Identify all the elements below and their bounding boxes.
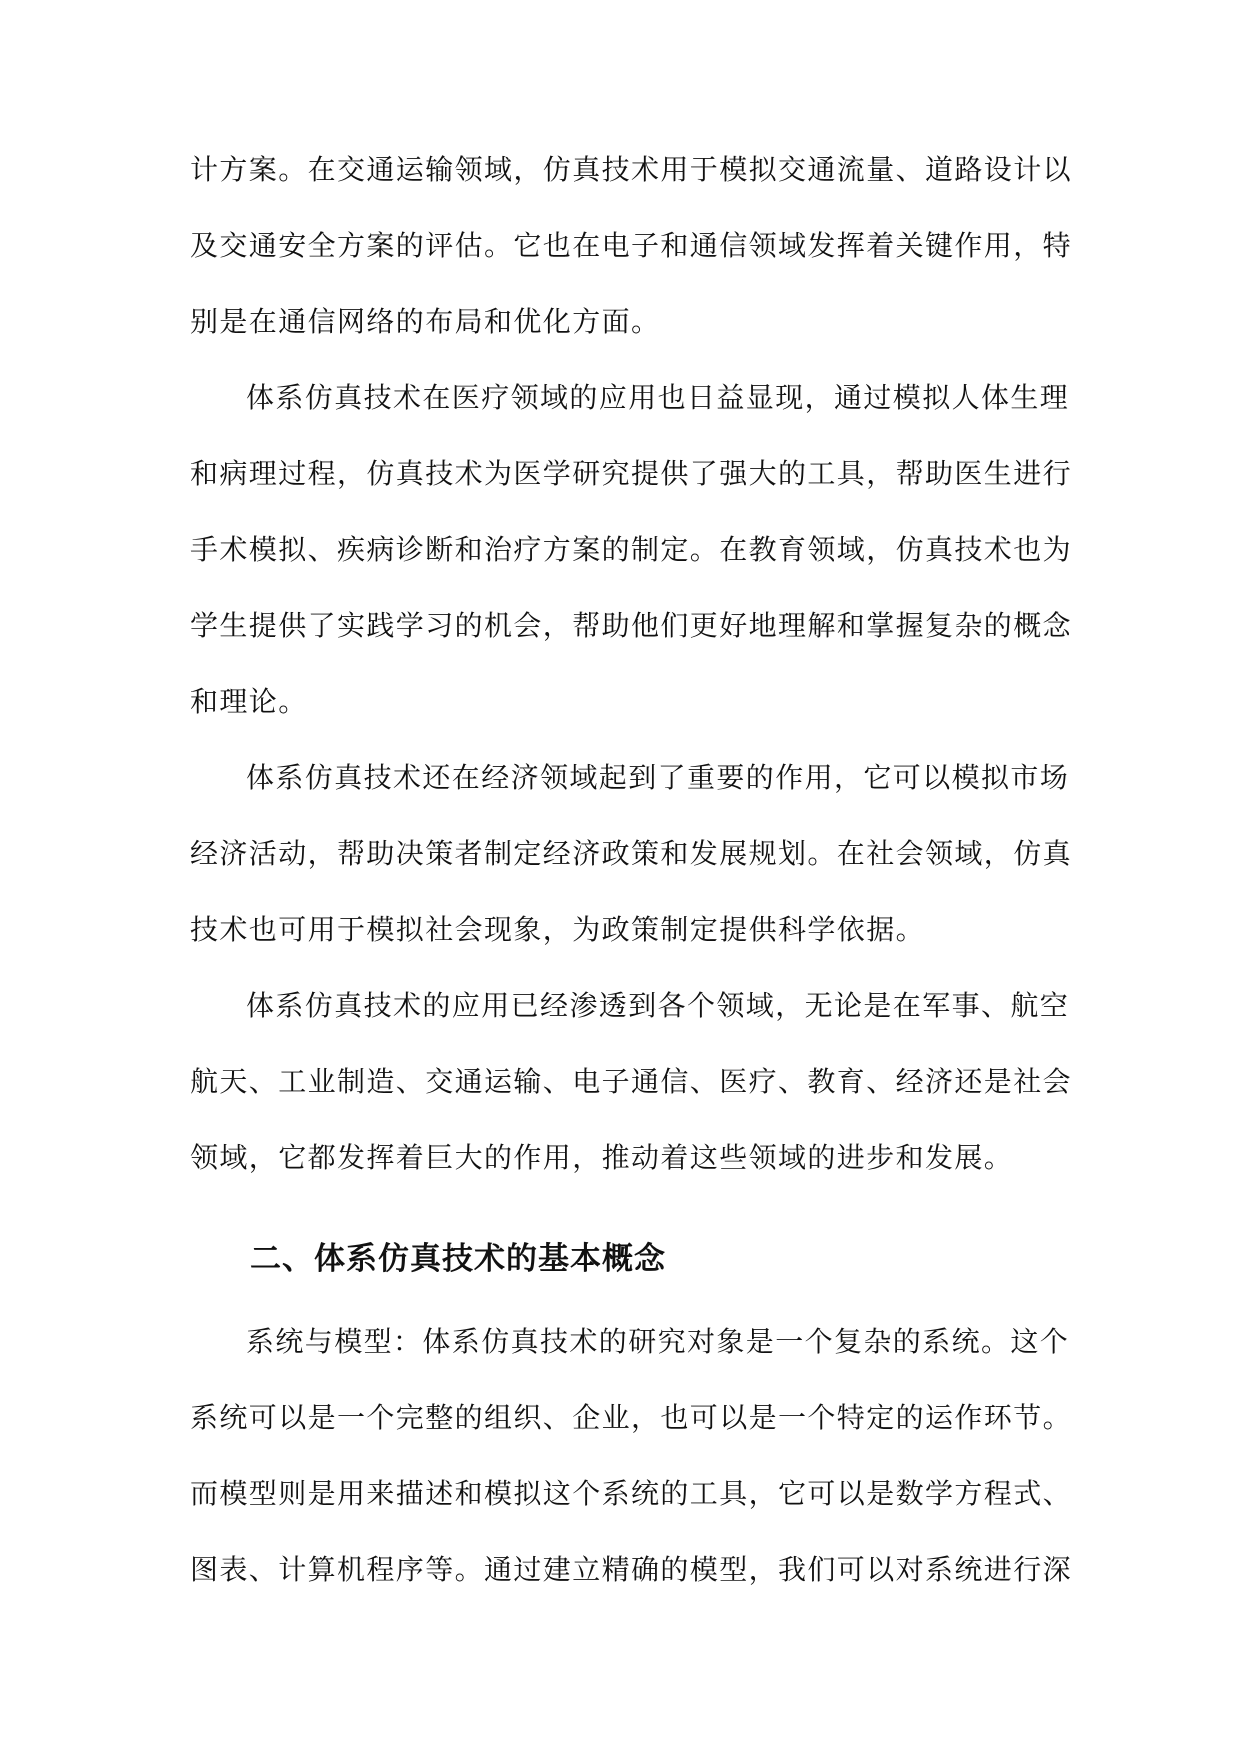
text-line: 和病理过程，仿真技术为医学研究提供了强大的工具，帮助医生进行 xyxy=(190,457,1073,490)
text-line: 而模型则是用来描述和模拟这个系统的工具，它可以是数学方程式、 xyxy=(190,1477,1073,1510)
text-line: 别是在通信网络的布局和优化方面。 xyxy=(190,305,661,338)
text-line: 手术模拟、疾病诊断和治疗方案的制定。在教育领域，仿真技术也为 xyxy=(190,533,1073,566)
text-line: 计方案。在交通运输领域，仿真技术用于模拟交通流量、道路设计以 xyxy=(190,153,1073,186)
paragraph-first-line: 体系仿真技术在医疗领域的应用也日益显现，通过模拟人体生理 xyxy=(246,381,1070,414)
text-line: 领域，它都发挥着巨大的作用，推动着这些领域的进步和发展。 xyxy=(190,1141,1014,1174)
section-heading: 二、体系仿真技术的基本概念 xyxy=(250,1241,666,1277)
text-line: 系统可以是一个完整的组织、企业，也可以是一个特定的运作环节。 xyxy=(190,1401,1073,1434)
text-line: 及交通安全方案的评估。它也在电子和通信领域发挥着关键作用，特 xyxy=(190,229,1073,262)
text-line: 和理论。 xyxy=(190,685,308,718)
text-line: 学生提供了实践学习的机会，帮助他们更好地理解和掌握复杂的概念 xyxy=(190,609,1073,642)
text-line: 经济活动，帮助决策者制定经济政策和发展规划。在社会领域，仿真 xyxy=(190,837,1073,870)
paragraph-first-line: 系统与模型：体系仿真技术的研究对象是一个复杂的系统。这个 xyxy=(246,1325,1070,1358)
text-line: 技术也可用于模拟社会现象，为政策制定提供科学依据。 xyxy=(190,913,926,946)
text-line: 图表、计算机程序等。通过建立精确的模型，我们可以对系统进行深 xyxy=(190,1553,1073,1586)
paragraph-first-line: 体系仿真技术还在经济领域起到了重要的作用，它可以模拟市场 xyxy=(246,761,1070,794)
paragraph-first-line: 体系仿真技术的应用已经渗透到各个领域，无论是在军事、航空 xyxy=(246,989,1070,1022)
text-line: 航天、工业制造、交通运输、电子通信、医疗、教育、经济还是社会 xyxy=(190,1065,1073,1098)
